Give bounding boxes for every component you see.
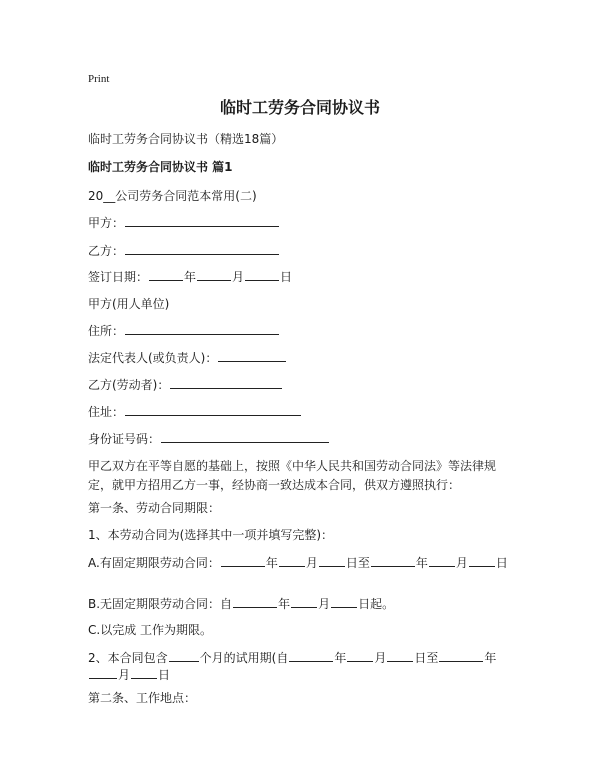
option-a-row [88, 554, 508, 571]
legal-rep-blank[interactable] [218, 349, 286, 362]
employer-label: 甲方(用人单位) [88, 297, 170, 311]
start-text: 起。 [370, 597, 395, 611]
residence-blank[interactable] [125, 322, 279, 335]
id-number-row [88, 430, 330, 447]
probation-start-month-blank[interactable] [347, 649, 373, 662]
option-a-start-year-blank[interactable] [221, 554, 265, 567]
section-heading: 临时工劳务合同协议书 篇1 [88, 160, 233, 174]
print-label: Print [88, 73, 110, 85]
party-a-blank[interactable] [125, 214, 279, 227]
intro-paragraph: 甲乙双方在平等自愿的基础上，按照《中华人民共和国劳动合同法》等法律规定，就甲方招用乙方一事，经协商一致达成本合同，供双方遵照执行： [88, 459, 497, 492]
party-a-row [88, 214, 280, 231]
clause-2-row-1 [88, 649, 496, 666]
id-number-blank[interactable] [161, 430, 329, 443]
probation-end-month-blank[interactable] [89, 666, 117, 679]
day-text: 日 [158, 668, 171, 682]
id-number-label: 身份证号码： [88, 432, 161, 446]
document-subtitle: 临时工劳务合同协议书（精选18篇） [88, 132, 284, 146]
month-text: 月 [374, 651, 387, 665]
worker-row [88, 376, 283, 393]
party-b-blank[interactable] [125, 242, 279, 255]
sign-day-blank[interactable] [245, 268, 279, 281]
year-text: 年 [184, 270, 197, 284]
address-blank[interactable] [125, 403, 301, 416]
clause-2-row-2 [88, 666, 170, 683]
year-text: 年 [278, 597, 291, 611]
party-b-label: 乙方： [88, 244, 125, 258]
article-2-heading: 第二条、工作地点： [88, 691, 197, 705]
day-text: 日 [345, 556, 358, 570]
document-title: 临时工劳务合同协议书 [219, 98, 380, 117]
option-a-end-day-blank[interactable] [469, 554, 495, 567]
option-b-label: B.无固定期限劳动合同：自 [88, 597, 233, 611]
probation-end-year-blank[interactable] [439, 649, 483, 662]
probation-end-day-blank[interactable] [131, 666, 157, 679]
sign-date-row [88, 268, 292, 285]
day-text: 日 [358, 597, 371, 611]
option-a-start-day-blank[interactable] [319, 554, 345, 567]
option-a-end-year-blank[interactable] [371, 554, 415, 567]
residence-label: 住所： [88, 324, 125, 338]
option-b-month-blank[interactable] [291, 595, 317, 608]
worker-blank[interactable] [170, 376, 282, 389]
year-text: 年 [484, 651, 497, 665]
contract-name: 20__公司劳务合同范本常用(二) [88, 189, 257, 203]
residence-row [88, 322, 280, 339]
option-a-start-month-blank[interactable] [279, 554, 305, 567]
day-text: 日 [280, 270, 293, 284]
address-label: 住址： [88, 405, 125, 419]
to-text: 至 [426, 651, 439, 665]
probation-start-year-blank[interactable] [289, 649, 333, 662]
month-text: 月 [455, 556, 468, 570]
option-a-label: A.有固定期限劳动合同： [88, 556, 220, 570]
address-row [88, 403, 302, 420]
clause-2-middle: 个月的试用期(自 [199, 651, 289, 665]
month-text: 月 [232, 270, 245, 284]
legal-rep-label: 法定代表人(或负责人)： [88, 351, 218, 365]
to-text: 至 [357, 556, 370, 570]
party-a-label: 甲方： [88, 216, 125, 230]
legal-rep-row [88, 349, 287, 366]
day-text: 日 [414, 651, 427, 665]
month-text: 月 [318, 597, 331, 611]
clause-2-prefix: 2、本合同包含 [88, 651, 168, 665]
month-text: 月 [118, 668, 131, 682]
option-b-row [88, 595, 394, 612]
option-c: C.以完成 工作为期限。 [88, 623, 213, 637]
option-b-day-blank[interactable] [331, 595, 357, 608]
article-1-heading: 第一条、劳动合同期限： [88, 501, 221, 515]
sign-month-blank[interactable] [197, 268, 231, 281]
option-b-year-blank[interactable] [233, 595, 277, 608]
worker-label: 乙方(劳动者)： [88, 378, 170, 392]
year-text: 年 [334, 651, 347, 665]
year-text: 年 [265, 556, 278, 570]
year-text: 年 [415, 556, 428, 570]
sign-year-blank[interactable] [149, 268, 183, 281]
day-text: 日 [495, 556, 508, 570]
option-a-end-month-blank[interactable] [429, 554, 455, 567]
probation-months-blank[interactable] [169, 649, 199, 662]
month-text: 月 [305, 556, 318, 570]
sign-date-label: 签订日期： [88, 270, 149, 284]
party-b-row [88, 242, 280, 259]
clause-1: 1、本劳动合同为(选择其中一项并填写完整)： [88, 528, 333, 542]
probation-start-day-blank[interactable] [387, 649, 413, 662]
